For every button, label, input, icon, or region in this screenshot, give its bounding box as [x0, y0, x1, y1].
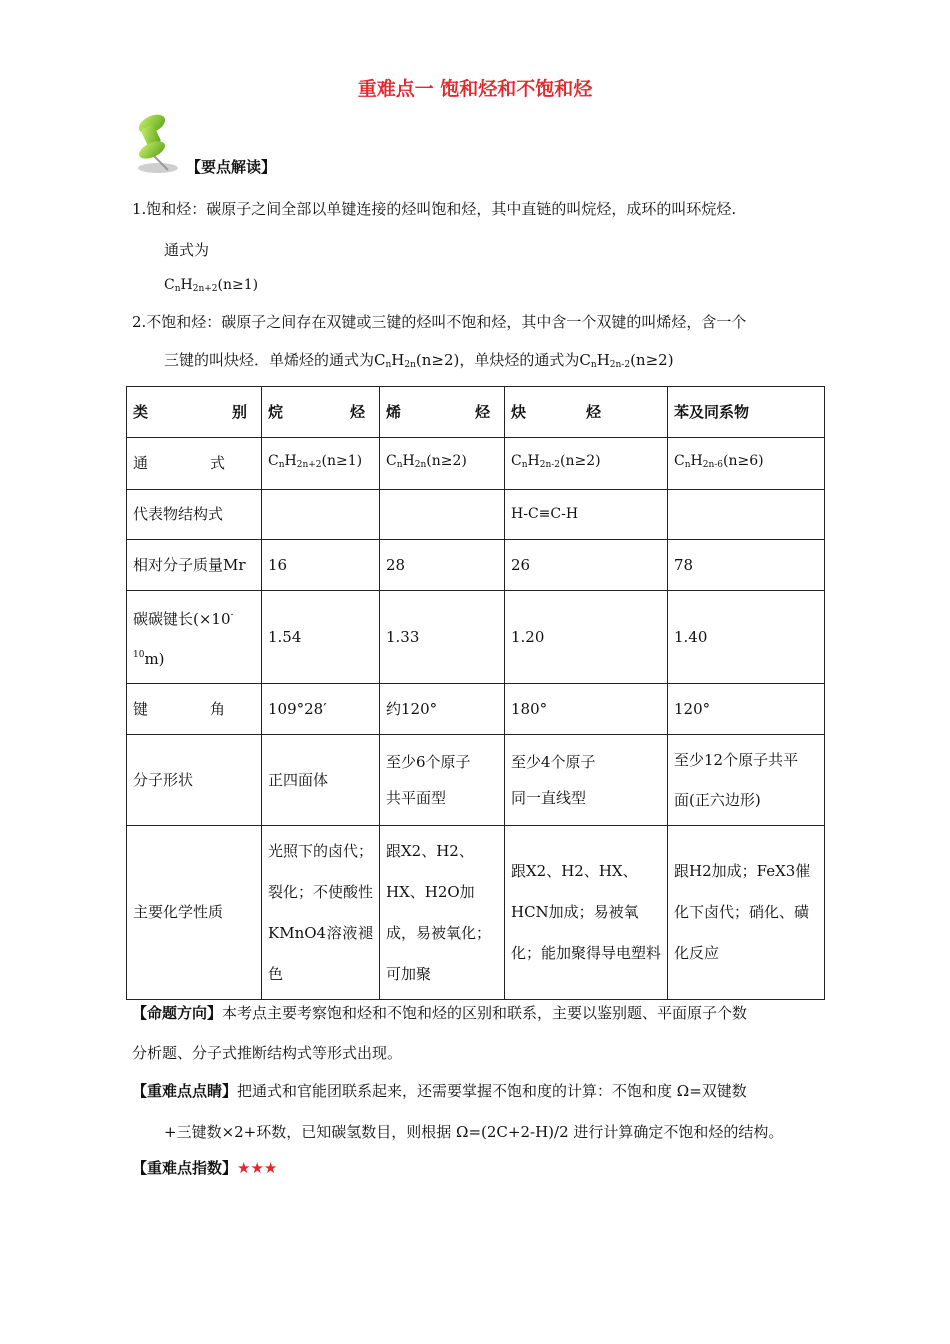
cell-chem: 跟H2加成；FeX3催化下卤代；硝化、磺化反应 — [668, 826, 825, 1000]
eye-label: 【重难点点睛】 — [132, 1082, 238, 1100]
page-title: 重难点一 饱和烃和不饱和烃 — [357, 78, 593, 100]
cell-chem: 跟X2、H2、HX、HCN加成；易被氧化；能加聚得导电塑料 — [505, 826, 668, 1000]
row-label-chem: 主要化学性质 — [127, 826, 262, 1000]
header-category: 类 别 — [127, 387, 262, 438]
cell-angle: 约120° — [380, 684, 505, 735]
cell-angle: 120° — [668, 684, 825, 735]
cell-structure: H-C≡C-H — [505, 490, 668, 540]
cell-structure — [668, 490, 825, 540]
cell-mr: 26 — [505, 540, 668, 591]
row-label-formula: 通 式 — [127, 438, 262, 490]
cell-shape: 正四面体 — [262, 735, 380, 826]
pushpin-icon — [128, 114, 184, 176]
header-benzene: 苯及同系物 — [668, 387, 825, 438]
row-label-structure: 代表物结构式 — [127, 490, 262, 540]
table-row — [127, 684, 825, 735]
row-label-mr: 相对分子质量Mr — [127, 540, 262, 591]
table-row — [127, 438, 825, 490]
cell-structure — [262, 490, 380, 540]
hydrocarbon-table — [126, 386, 825, 1000]
index-label: 【重难点指数】 — [132, 1159, 238, 1177]
header-alkyne: 炔 烃 — [505, 387, 668, 438]
cell-shape: 至少4个原子 同一直线型 — [505, 735, 668, 826]
direction-line2: 分析题、分子式推断结构式等形式出现。 — [132, 1044, 403, 1062]
eye-line2: +三键数×2+环数，已知碳氢数目，则根据 Ω=(2C+2-H)/2 进行计算确定不饱和烃的结构。 — [164, 1123, 784, 1141]
table-row — [127, 490, 825, 540]
table-row — [127, 591, 825, 684]
point2-line2: 三键的叫炔烃．单烯烃的通式为$C_nH_{2n}(n\ge 2)$，单炔烃的通式为$C_nH_{2n-2}(n\ge 2)$ — [164, 351, 674, 370]
cell-formula: $C_nH_{2n}(n\ge 2)$ — [380, 438, 505, 490]
cell-formula: $C_nH_{2n+2}(n\ge 1)$ — [262, 438, 380, 490]
cell-angle: 109°28′ — [262, 684, 380, 735]
cell-formula: $C_nH_{2n-6}(n\ge 6)$ — [668, 438, 825, 490]
cell-angle: 180° — [505, 684, 668, 735]
header-alkene: 烯 烃 — [380, 387, 505, 438]
row-label-angle: 键 角 — [127, 684, 262, 735]
table-row — [127, 826, 825, 1000]
cell-shape: 至少12个原子共平 面(正六边形) — [668, 735, 825, 826]
row-label-bond-length: 碳碳键长(×10- $^{10}$m) — [127, 591, 262, 684]
cell-bond-length: 1.33 — [380, 591, 505, 684]
direction-line1: 【命题方向】本考点主要考察饱和烃和不饱和烃的区别和联系，主要以鉴别题、平面原子个数 — [132, 1004, 748, 1022]
point2-line1: 2.不饱和烃：碳原子之间存在双键或三键的烃叫不饱和烃，其中含一个双键的叫烯烃，含一个 — [132, 313, 747, 331]
cell-chem: 跟X2、H2、HX、H2O加成，易被氧化；可加聚 — [380, 826, 505, 1000]
row-label-shape: 分子形状 — [127, 735, 262, 826]
cell-chem: 光照下的卤代；裂化；不使酸性KMnO4溶液褪色 — [262, 826, 380, 1000]
cell-mr: 28 — [380, 540, 505, 591]
eye-line1: 【重难点点睛】把通式和官能团联系起来，还需要掌握不饱和度的计算：不饱和度 Ω=双键数 — [132, 1082, 747, 1100]
point1-line2: 通式为 — [164, 241, 210, 259]
point1-formula: $C_nH_{2n+2}(n\ge 1)$ — [164, 277, 259, 294]
cell-mr: 78 — [668, 540, 825, 591]
star-rating-icon: ★★★ — [237, 1159, 278, 1177]
cell-bond-length: 1.20 — [505, 591, 668, 684]
cell-mr: 16 — [262, 540, 380, 591]
cell-structure — [380, 490, 505, 540]
header-alkane: 烷 烃 — [262, 387, 380, 438]
key-points-label: 【要点解读】 — [186, 158, 277, 176]
index-line — [132, 1158, 277, 1178]
cell-formula: $C_nH_{2n-2}(n\ge 2)$ — [505, 438, 668, 490]
table-row — [127, 540, 825, 591]
table-row — [127, 735, 825, 826]
cell-shape: 至少6个原子 共平面型 — [380, 735, 505, 826]
table-header-row — [127, 387, 825, 438]
point1-line1: 1.饱和烃：碳原子之间全部以单键连接的烃叫饱和烃，其中直链的叫烷烃，成环的叫环烷烃. — [132, 200, 737, 218]
direction-label: 【命题方向】 — [132, 1004, 223, 1022]
cell-bond-length: 1.54 — [262, 591, 380, 684]
cell-bond-length: 1.40 — [668, 591, 825, 684]
